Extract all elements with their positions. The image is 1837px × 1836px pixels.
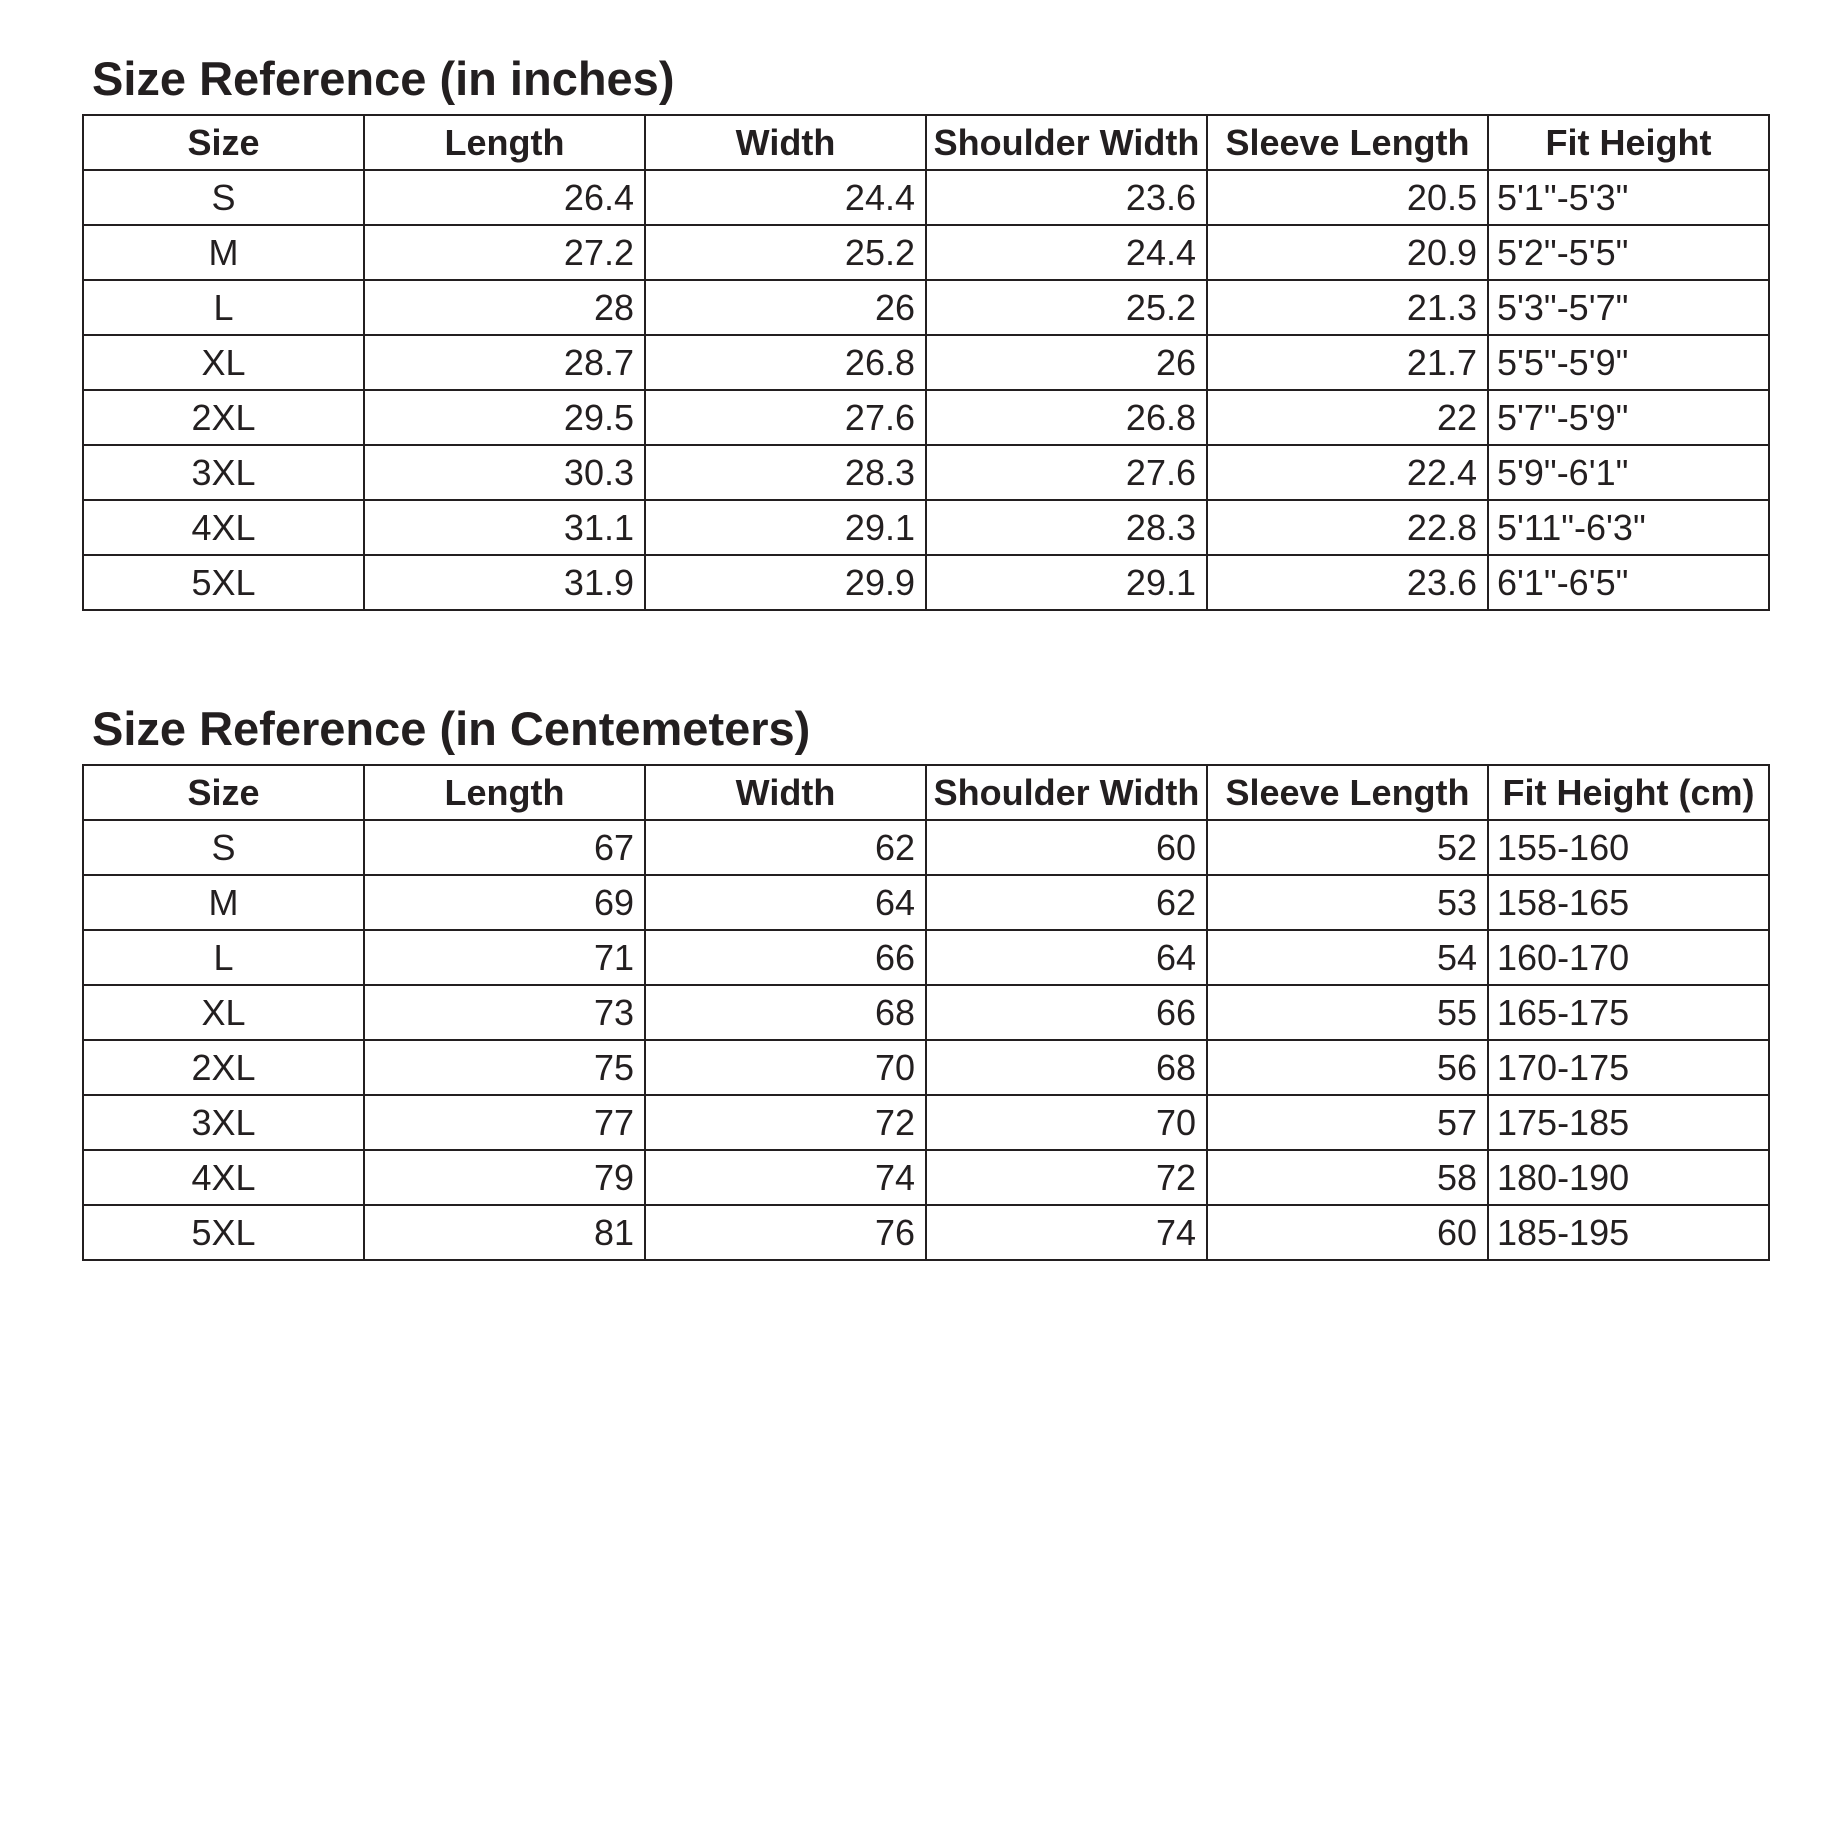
size-cell: 5XL [83, 1205, 364, 1260]
measurement-cell: 70 [926, 1095, 1207, 1150]
measurement-cell: 67 [364, 820, 645, 875]
measurement-cell: 26.8 [926, 390, 1207, 445]
size-cell: 5XL [83, 555, 364, 610]
measurement-cell: 20.9 [1207, 225, 1488, 280]
fit-height-cell: 185-195 [1488, 1205, 1769, 1260]
fit-height-cell: 180-190 [1488, 1150, 1769, 1205]
measurement-cell: 29.9 [645, 555, 926, 610]
size-cell: S [83, 820, 364, 875]
fit-height-cell: 5'7"-5'9" [1488, 390, 1769, 445]
column-header: Shoulder Width [926, 765, 1207, 820]
measurement-cell: 26 [926, 335, 1207, 390]
table-row [83, 1150, 1769, 1205]
column-header: Shoulder Width [926, 115, 1207, 170]
table-row [83, 985, 1769, 1040]
fit-height-cell: 170-175 [1488, 1040, 1769, 1095]
measurement-cell: 76 [645, 1205, 926, 1260]
measurement-cell: 74 [645, 1150, 926, 1205]
table-row [83, 390, 1769, 445]
size-cell: XL [83, 335, 364, 390]
centimeters-size-table [82, 764, 1770, 1261]
measurement-cell: 72 [926, 1150, 1207, 1205]
size-cell: 2XL [83, 1040, 364, 1095]
size-cell: 4XL [83, 500, 364, 555]
fit-height-cell: 155-160 [1488, 820, 1769, 875]
table-row [83, 445, 1769, 500]
measurement-cell: 60 [1207, 1205, 1488, 1260]
measurement-cell: 22 [1207, 390, 1488, 445]
measurement-cell: 75 [364, 1040, 645, 1095]
fit-height-cell: 175-185 [1488, 1095, 1769, 1150]
table-row [83, 875, 1769, 930]
fit-height-cell: 5'1"-5'3" [1488, 170, 1769, 225]
measurement-cell: 62 [926, 875, 1207, 930]
measurement-cell: 28.7 [364, 335, 645, 390]
inches-title: Size Reference (in inches) [92, 52, 675, 105]
measurement-cell: 56 [1207, 1040, 1488, 1095]
measurement-cell: 81 [364, 1205, 645, 1260]
measurement-cell: 52 [1207, 820, 1488, 875]
column-header: Length [364, 115, 645, 170]
column-header: Width [645, 765, 926, 820]
measurement-cell: 74 [926, 1205, 1207, 1260]
column-header: Sleeve Length [1207, 765, 1488, 820]
measurement-cell: 27.6 [926, 445, 1207, 500]
measurement-cell: 28.3 [926, 500, 1207, 555]
fit-height-cell: 5'11"-6'3" [1488, 500, 1769, 555]
measurement-cell: 28 [364, 280, 645, 335]
measurement-cell: 79 [364, 1150, 645, 1205]
measurement-cell: 53 [1207, 875, 1488, 930]
table-row [83, 1205, 1769, 1260]
measurement-cell: 71 [364, 930, 645, 985]
centimeters-title: Size Reference (in Centemeters) [92, 702, 811, 755]
measurement-cell: 69 [364, 875, 645, 930]
size-cell: S [83, 170, 364, 225]
table-row [83, 335, 1769, 390]
fit-height-cell: 160-170 [1488, 930, 1769, 985]
measurement-cell: 60 [926, 820, 1207, 875]
table-row [83, 280, 1769, 335]
column-header: Sleeve Length [1207, 115, 1488, 170]
measurement-cell: 54 [1207, 930, 1488, 985]
fit-height-cell: 6'1"-6'5" [1488, 555, 1769, 610]
table-row [83, 1040, 1769, 1095]
measurement-cell: 58 [1207, 1150, 1488, 1205]
measurement-cell: 62 [645, 820, 926, 875]
inches-section [82, 46, 1768, 611]
measurement-cell: 77 [364, 1095, 645, 1150]
table-row [83, 930, 1769, 985]
measurement-cell: 20.5 [1207, 170, 1488, 225]
measurement-cell: 64 [645, 875, 926, 930]
measurement-cell: 66 [645, 930, 926, 985]
size-cell: L [83, 930, 364, 985]
measurement-cell: 25.2 [645, 225, 926, 280]
size-cell: XL [83, 985, 364, 1040]
measurement-cell: 72 [645, 1095, 926, 1150]
measurement-cell: 27.2 [364, 225, 645, 280]
measurement-cell: 73 [364, 985, 645, 1040]
size-cell: M [83, 875, 364, 930]
measurement-cell: 29.1 [645, 500, 926, 555]
size-cell: 3XL [83, 445, 364, 500]
measurement-cell: 28.3 [645, 445, 926, 500]
measurement-cell: 70 [645, 1040, 926, 1095]
size-cell: 3XL [83, 1095, 364, 1150]
size-cell: M [83, 225, 364, 280]
measurement-cell: 55 [1207, 985, 1488, 1040]
size-cell: 2XL [83, 390, 364, 445]
measurement-cell: 26 [645, 280, 926, 335]
measurement-cell: 31.1 [364, 500, 645, 555]
fit-height-cell: 158-165 [1488, 875, 1769, 930]
measurement-cell: 27.6 [645, 390, 926, 445]
measurement-cell: 68 [645, 985, 926, 1040]
column-header: Size [83, 765, 364, 820]
table-row [83, 555, 1769, 610]
measurement-cell: 22.8 [1207, 500, 1488, 555]
column-header: Size [83, 115, 364, 170]
fit-height-cell: 5'2"-5'5" [1488, 225, 1769, 280]
table-row [83, 1095, 1769, 1150]
measurement-cell: 68 [926, 1040, 1207, 1095]
measurement-cell: 24.4 [926, 225, 1207, 280]
measurement-cell: 21.7 [1207, 335, 1488, 390]
inches-size-table [82, 114, 1770, 611]
fit-height-cell: 5'3"-5'7" [1488, 280, 1769, 335]
measurement-cell: 29.5 [364, 390, 645, 445]
measurement-cell: 21.3 [1207, 280, 1488, 335]
size-cell: 4XL [83, 1150, 364, 1205]
measurement-cell: 23.6 [926, 170, 1207, 225]
table-row [83, 170, 1769, 225]
table-row [83, 225, 1769, 280]
measurement-cell: 26.8 [645, 335, 926, 390]
measurement-cell: 24.4 [645, 170, 926, 225]
table-row [83, 500, 1769, 555]
measurement-cell: 23.6 [1207, 555, 1488, 610]
column-header: Fit Height (cm) [1488, 765, 1769, 820]
measurement-cell: 64 [926, 930, 1207, 985]
column-header: Length [364, 765, 645, 820]
measurement-cell: 25.2 [926, 280, 1207, 335]
measurement-cell: 31.9 [364, 555, 645, 610]
measurement-cell: 22.4 [1207, 445, 1488, 500]
column-header: Fit Height [1488, 115, 1769, 170]
table-header-row [83, 115, 1769, 170]
size-cell: L [83, 280, 364, 335]
measurement-cell: 57 [1207, 1095, 1488, 1150]
measurement-cell: 66 [926, 985, 1207, 1040]
measurement-cell: 29.1 [926, 555, 1207, 610]
centimeters-section [82, 696, 1768, 1261]
fit-height-cell: 5'5"-5'9" [1488, 335, 1769, 390]
fit-height-cell: 165-175 [1488, 985, 1769, 1040]
column-header: Width [645, 115, 926, 170]
table-header-row [83, 765, 1769, 820]
table-row [83, 820, 1769, 875]
measurement-cell: 26.4 [364, 170, 645, 225]
fit-height-cell: 5'9"-6'1" [1488, 445, 1769, 500]
measurement-cell: 30.3 [364, 445, 645, 500]
